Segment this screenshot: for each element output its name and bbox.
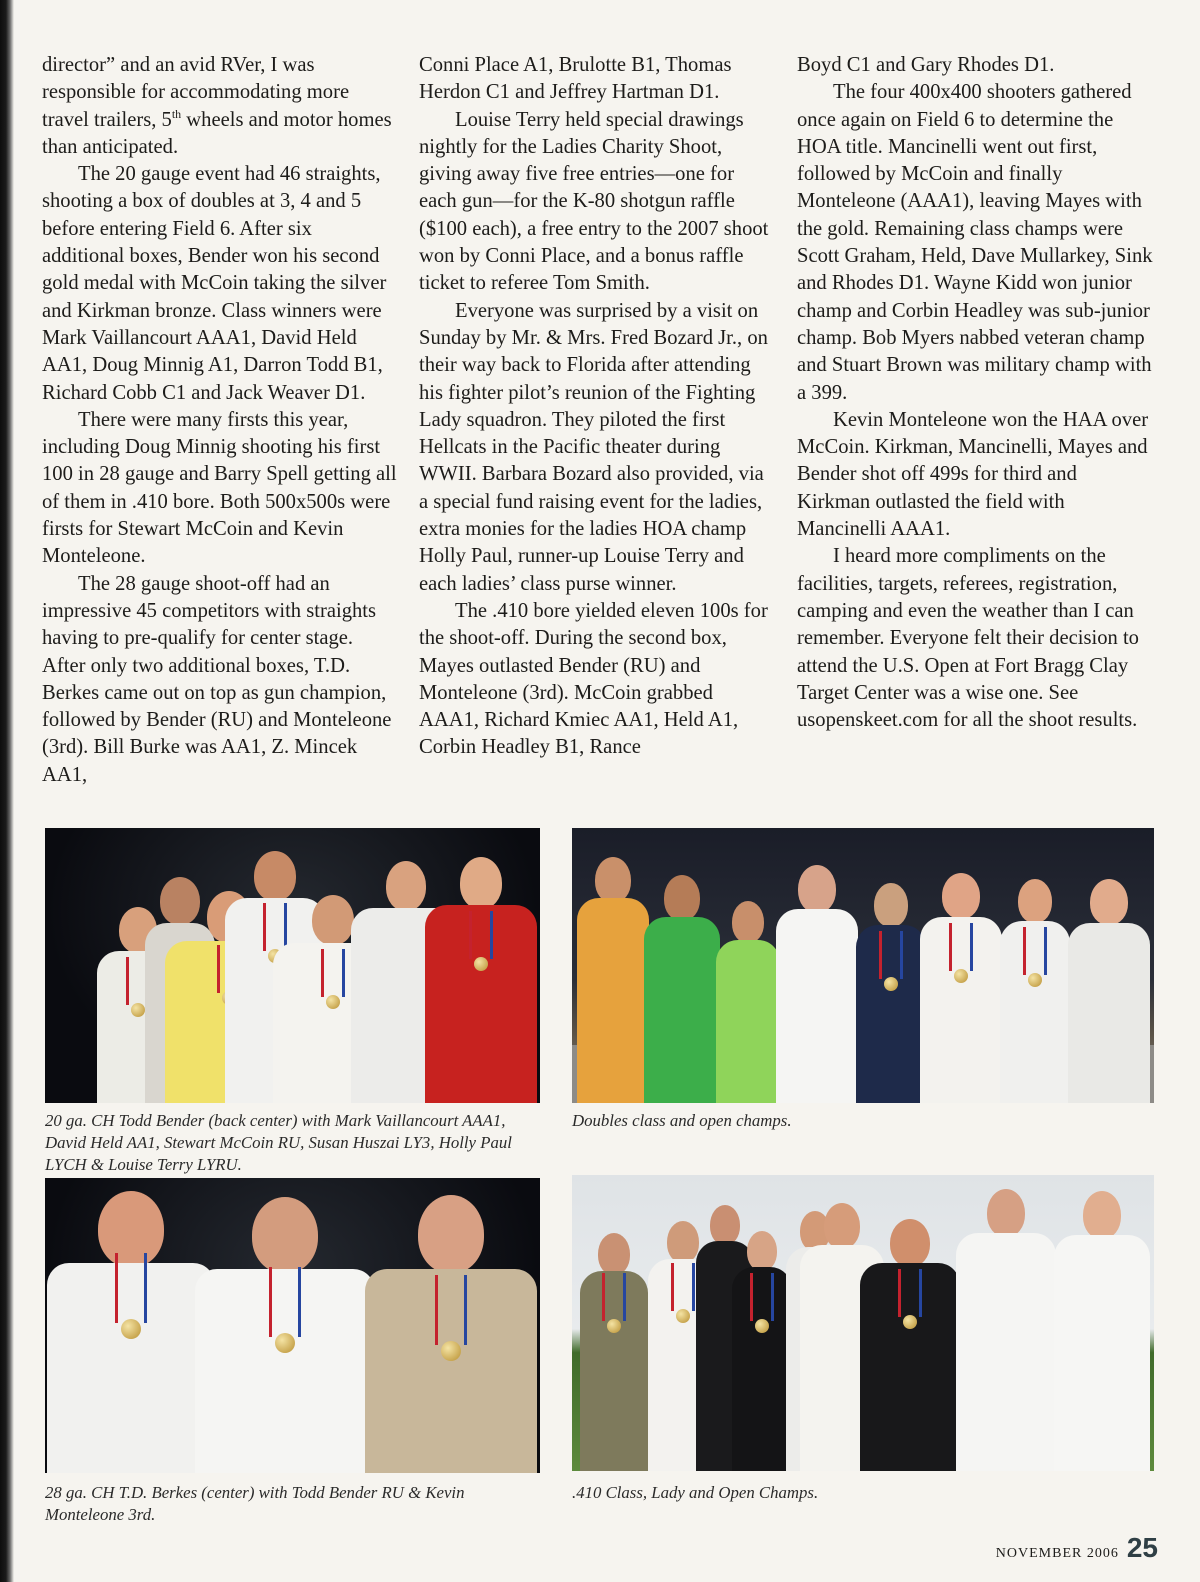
paragraph: The four 400x400 shooters gathered once again on Field 6 to determine the HOA title. Mancinelli went out first, followed by McCoin and finally Monteleone (AAA1), leaving Mayes with the gold. Remaining class champs were Scott Graham, Held, Dave Mullarkey, Sink and Rhodes D1. Wayne Kidd won junior champ and Corbin Headley was sub-junior champ. Bob Myers nabbed veteran champ and Stuart Brown was military champ with a 399.: [797, 81, 1153, 404]
person: [195, 1213, 375, 1473]
person: [1000, 875, 1070, 1103]
person: [956, 1187, 1056, 1471]
paragraph: I heard more compliments on the facilities, targets, referees, registration, camping and even the weather than I can remember. Everyone felt their decision to attend the U.S. Open at Fort Bragg Clay Target Center was a wise one. See usopenskeet.com for all the shoot results.: [797, 545, 1139, 732]
person: [716, 898, 780, 1103]
photo-caption: 28 ga. CH T.D. Berkes (center) with Todd Bender RU & Kevin Monteleone 3rd.: [45, 1483, 465, 1524]
paragraph: The .410 bore yielded eleven 100s for the shoot-off. During the second box, Mayes outlasted Bender (RU) and Monteleone (3rd). McCoin grabbed AAA1, Richard Kmiec AA1, Held A1, Corbin Headley B1, Rance: [419, 599, 768, 759]
paragraph: Kevin Monteleone won the HAA over McCoin. Kirkman, Mancinelli, Mayes and Bender shot off 499s for third and Kirkman outlasted the field with Mancinelli AAA1.: [797, 408, 1149, 541]
photo-doubles-champions: [572, 828, 1154, 1103]
paragraph: Everyone was surprised by a visit on Sunday by Mr. & Mrs. Fred Bozard Jr., on their way back to Florida after attending his fighter pilot’s reunion of the Fighting Lady squadron. They piloted the first Hellcats in the Pacific theater during WWII. Barbara Bozard also provided, via a special fund raising event for the ladies, extra monies for the ladies HOA champ Holly Paul, runner-up Louise Terry and each ladies’ class purse winner.: [419, 299, 768, 595]
article-column-2: [419, 52, 775, 762]
page-footer: [996, 1532, 1158, 1564]
person: [577, 853, 649, 1103]
photo-410-champions: [572, 1175, 1154, 1471]
person: [47, 1205, 215, 1473]
paragraph: Boyd C1 and Gary Rhodes D1.: [797, 54, 1055, 76]
person: [1068, 877, 1150, 1103]
paragraph: The 28 gauge shoot-off had an impressive 45 competitors with straights having to pre-qualify for center stage. After only two additional boxes, T.D. Berkes came out on top as gun champion, followed by Bender (RU) and Monteleone (3rd). Bill Burke was AA1, Z. Mincek AA1,: [42, 572, 392, 786]
paragraph: Conni Place A1, Brulotte B1, Thomas Herdon C1 and Jeffrey Hartman D1.: [419, 54, 732, 104]
person: [776, 863, 858, 1103]
paragraph: The 20 gauge event had 46 straights, shooting a box of doubles at 3, 4 and 5 before entering Field 6. After six additional boxes, Bender won his second gold medal with McCoin taking the silver and Kirkman bronze. Class winners were Mark Vaillancourt AAA1, David Held AA1, Doug Minnig A1, Darron Todd B1, Richard Cobb C1 and Jack Weaver D1.: [42, 163, 387, 404]
article-column-3: [797, 52, 1153, 734]
person: [425, 855, 537, 1103]
issue-date: NOVEMBER 2006: [995, 1546, 1119, 1561]
person: [1054, 1189, 1150, 1471]
photo-caption: Doubles class and open champs.: [572, 1111, 792, 1130]
photo-caption: .410 Class, Lady and Open Champs.: [572, 1483, 819, 1502]
paragraph: There were many firsts this year, including Doug Minnig shooting his first 100 in 28 gauge and Barry Spell getting all of them in .410 bore. Both 500x500s were firsts for Stewart McCoin and Kevin Monteleone.: [42, 408, 397, 568]
photo-caption: 20 ga. CH Todd Bender (back center) with Mark Vaillancourt AAA1, David Held AA1, Stewart McCoin RU, Susan Huszai LY3, Holly Paul LYCH & Louise Terry LYRU.: [45, 1111, 512, 1174]
photo-28ga-champions: [45, 1178, 540, 1473]
person: [365, 1211, 537, 1473]
binding-edge: [0, 0, 14, 1582]
article-column-1: [42, 52, 398, 789]
photo-20ga-champions: [45, 828, 540, 1103]
paragraph: Louise Terry held special drawings nightly for the Ladies Charity Shoot, giving away five free entries—one for each gun—for the K-80 shotgun raffle ($100 each), a free entry to the 2007 shoot won by Conni Place, and a bonus raffle ticket to referee Tom Smith.: [419, 108, 769, 295]
person: [580, 1226, 648, 1471]
person: [856, 881, 926, 1103]
person: [920, 871, 1002, 1103]
person: [860, 1215, 960, 1471]
paragraph: director” and an avid RVer, I was responsible for accommodating more travel trailers, 5th wheels and motor homes than anticipated.: [42, 54, 392, 158]
page-number: 25: [1126, 1532, 1158, 1563]
person: [644, 871, 720, 1103]
person: [732, 1223, 792, 1471]
